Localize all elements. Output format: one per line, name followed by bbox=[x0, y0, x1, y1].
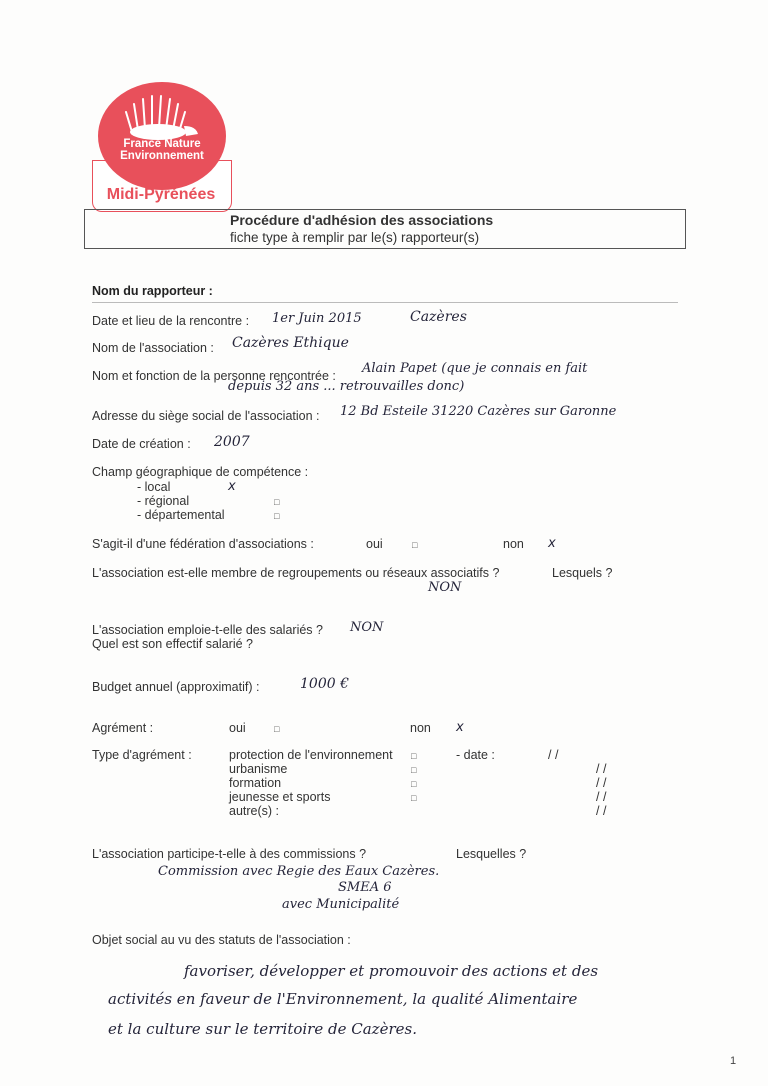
personne-label: Nom et fonction de la personne rencontrée : bbox=[92, 369, 336, 383]
page-number: 1 bbox=[730, 1055, 737, 1067]
objet-value-line2[interactable]: activités en faveur de l'Environnement, la qualité Alimentaire bbox=[108, 990, 578, 1008]
logo-circle bbox=[98, 82, 226, 190]
commissions-label: L'association participe-t-elle à des commissions ? bbox=[92, 847, 367, 861]
membre-label: L'association est-elle membre de regroupements ou réseaux associatifs ? bbox=[92, 566, 500, 580]
objet-value-line1[interactable]: favoriser, développer et promouvoir des actions et des bbox=[184, 962, 599, 980]
champ-regional-label: - régional bbox=[137, 494, 190, 508]
page-subtitle: fiche type à remplir par le(s) rapporteur(s) bbox=[230, 230, 480, 245]
association-value[interactable]: Cazères Ethique bbox=[232, 335, 349, 351]
type-date-label: - date : bbox=[456, 748, 495, 762]
type-jeunesse-checkbox[interactable]: □ bbox=[411, 793, 417, 803]
type-urbanisme-checkbox[interactable]: □ bbox=[411, 765, 417, 775]
adresse-value[interactable]: 12 Bd Esteile 31220 Cazères sur Garonne bbox=[340, 404, 617, 419]
federation-non-check[interactable]: x bbox=[548, 536, 556, 551]
agrement-oui-checkbox[interactable]: □ bbox=[274, 724, 280, 734]
effectif-label: Quel est son effectif salarié ? bbox=[92, 637, 253, 651]
objet-label: Objet social au vu des statuts de l'association : bbox=[92, 933, 351, 947]
adresse-label: Adresse du siège social de l'association : bbox=[92, 409, 320, 423]
type-protection-date[interactable]: / / bbox=[548, 748, 559, 762]
type-protection-label: protection de l'environnement bbox=[229, 748, 393, 762]
type-agrement-label: Type d'agrément : bbox=[92, 748, 192, 762]
date-lieu-label: Date et lieu de la rencontre : bbox=[92, 314, 250, 328]
logo-region: Midi-Pyrénées bbox=[106, 186, 216, 203]
champ-departemental-label: - départemental bbox=[137, 508, 225, 522]
champ-local-check[interactable]: x bbox=[228, 479, 236, 494]
federation-oui-label: oui bbox=[366, 537, 383, 551]
federation-label: S'agit-il d'une fédération d'associations : bbox=[92, 537, 314, 551]
federation-non-label: non bbox=[503, 537, 524, 551]
salaries-label: L'association emploie-t-elle des salariés ? bbox=[92, 623, 323, 637]
type-jeunesse-date[interactable]: / / bbox=[596, 790, 607, 804]
type-formation-label: formation bbox=[229, 776, 282, 790]
agrement-label: Agrément : bbox=[92, 721, 154, 735]
type-autre-label: autre(s) : bbox=[229, 804, 280, 818]
personne-value-line2[interactable]: depuis 32 ans ... retrouvailles donc) bbox=[228, 379, 465, 394]
budget-value[interactable]: 1000 € bbox=[300, 676, 349, 692]
champ-regional-checkbox[interactable]: □ bbox=[274, 497, 280, 507]
type-formation-date[interactable]: / / bbox=[596, 776, 607, 790]
budget-label: Budget annuel (approximatif) : bbox=[92, 680, 260, 694]
membre-value[interactable]: NON bbox=[428, 580, 462, 595]
federation-oui-checkbox[interactable]: □ bbox=[412, 540, 418, 550]
association-label: Nom de l'association : bbox=[92, 341, 214, 355]
agrement-non-check[interactable]: x bbox=[456, 720, 464, 735]
objet-value-line3[interactable]: et la culture sur le territoire de Cazères. bbox=[108, 1020, 417, 1038]
hedgehog-icon bbox=[98, 82, 226, 142]
champ-local-label: - local bbox=[137, 480, 171, 494]
date-lieu-value[interactable]: 1er Juin 2015 bbox=[272, 311, 362, 326]
rapporteur-label: Nom du rapporteur : bbox=[92, 284, 213, 298]
personne-value-line1[interactable]: Alain Papet (que je connais en fait bbox=[362, 361, 588, 376]
type-formation-checkbox[interactable]: □ bbox=[411, 779, 417, 789]
commissions-value-line3[interactable]: avec Municipalité bbox=[282, 897, 400, 912]
page-title: Procédure d'adhésion des associations bbox=[230, 212, 494, 228]
commissions-value-line2[interactable]: SMEA 6 bbox=[338, 880, 392, 895]
champ-departemental-checkbox[interactable]: □ bbox=[274, 511, 280, 521]
divider bbox=[92, 302, 678, 303]
agrement-non-label: non bbox=[410, 721, 431, 735]
commissions-lesquelles-label: Lesquelles ? bbox=[456, 847, 527, 861]
membre-lesquels-label: Lesquels ? bbox=[552, 566, 613, 580]
salaries-value[interactable]: NON bbox=[350, 620, 384, 635]
type-urbanisme-label: urbanisme bbox=[229, 762, 288, 776]
agrement-oui-label: oui bbox=[229, 721, 246, 735]
type-jeunesse-label: jeunesse et sports bbox=[229, 790, 331, 804]
date-lieu-place[interactable]: Cazères bbox=[410, 309, 467, 325]
creation-value[interactable]: 2007 bbox=[214, 434, 250, 450]
logo-org-name: France Nature Environnement bbox=[120, 138, 204, 162]
type-autre-date[interactable]: / / bbox=[596, 804, 607, 818]
creation-label: Date de création : bbox=[92, 437, 191, 451]
champ-label: Champ géographique de compétence : bbox=[92, 465, 309, 479]
type-urbanisme-date[interactable]: / / bbox=[596, 762, 607, 776]
type-protection-checkbox[interactable]: □ bbox=[411, 751, 417, 761]
commissions-value-line1[interactable]: Commission avec Regie des Eaux Cazères. bbox=[158, 864, 440, 879]
